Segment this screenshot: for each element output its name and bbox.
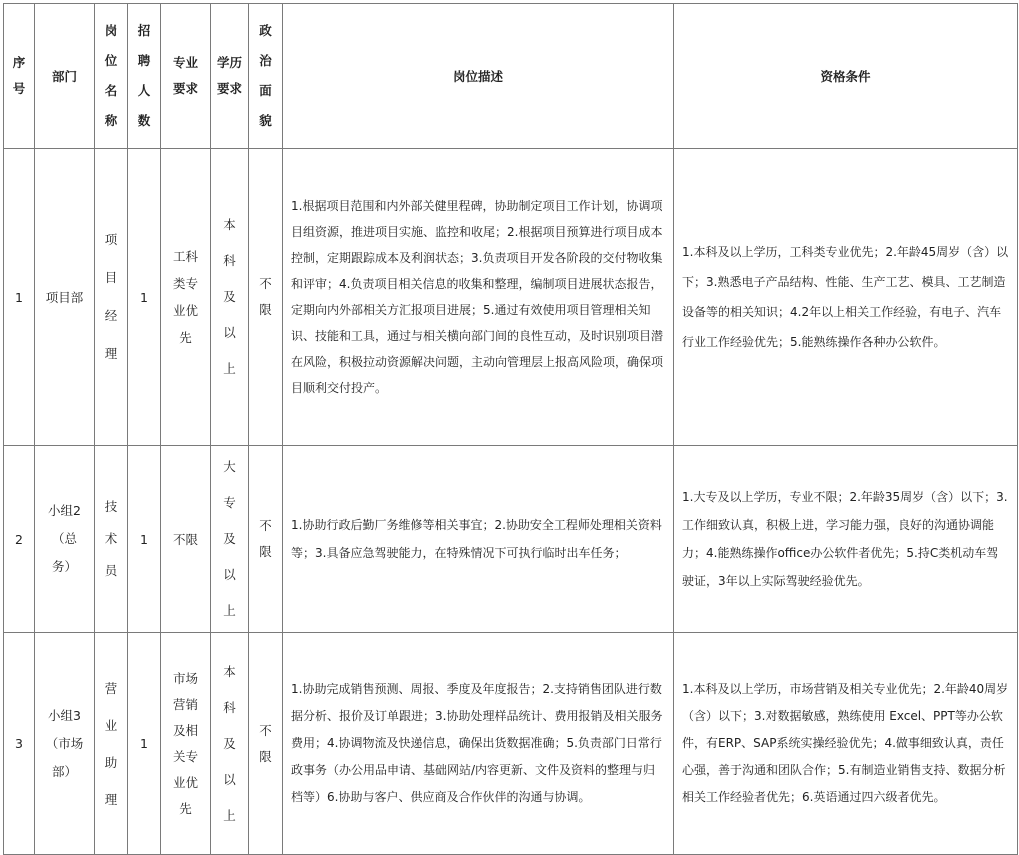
cell-major: 工科类专业优先: [161, 149, 211, 446]
header-edu: 学历要求: [211, 4, 249, 149]
header-desc: 岗位描述: [283, 4, 674, 149]
cell-political: 不限: [249, 149, 283, 446]
cell-desc: 1.根据项目范围和内外部关健里程碑，协助制定项目工作计划，协调项目组资源，推进项目实施、监控和收尾；2.根据项目预算进行项目成本控制，定期跟踪成本及利润状态；3.负责项目开发各阶段的交付物收集和评审；4.负责项目相关信息的收集和整理，编制项目进展状态报告，定期向内外部相关方汇报项目进展；5.通过有效使用项目管理相关知识、技能和工具，通过与相关横向部门间的良性互动，及时识别项目潜在风险，积极拉动资源解决问题，主动向管理层上报高风险项，确保项目顺利交付投产。: [283, 149, 674, 446]
cell-desc: 1.协助完成销售预测、周报、季度及年度报告；2.支持销售团队进行数据分析、报价及订单跟进；3.协助处理样品统计、费用报销及相关服务费用；4.协调物流及快递信息，确保出货数据准确；5.负责部门日常行政事务（办公用品申请、基础网站/内容更新、文件及资料的整理与归档等）6.协助与客户、供应商及合作伙伴的沟通与协调。: [283, 633, 674, 855]
cell-qual: 1.大专及以上学历，专业不限；2.年龄35周岁（含）以下；3.工作细致认真，积极上进，学习能力强，良好的沟通协调能力；4.能熟练操作office办公软件者优先；5.持C类机动车驾驶证，3年以上实际驾驶经验优先。: [674, 446, 1018, 633]
cell-qual: 1.本科及以上学历，市场营销及相关专业优先；2.年龄40周岁（含）以下；3.对数据敏感，熟练使用 Excel、PPT等办公软件，有ERP、SAP系统实操经验优先；4.做事细致认真，责任心强，善于沟通和团队合作；5.有制造业销售支持、数据分析相关工作经验者优先；6.英语通过四六级者优先。: [674, 633, 1018, 855]
cell-qual: 1.本科及以上学历，工科类专业优先；2.年龄45周岁（含）以下；3.熟悉电子产品结构、性能、生产工艺、模具、工艺制造设备等的相关知识；4.2年以上相关工作经验，有电子、汽车行业工作经验优先；5.能熟练操作各种办公软件。: [674, 149, 1018, 446]
cell-seq: 2: [4, 446, 35, 633]
cell-count: 1: [128, 446, 161, 633]
cell-political: 不限: [249, 446, 283, 633]
cell-edu: 本科及以上: [211, 633, 249, 855]
cell-political: 不限: [249, 633, 283, 855]
cell-seq: 1: [4, 149, 35, 446]
cell-dept: 项目部: [35, 149, 95, 446]
cell-position: 营业助理: [95, 633, 128, 855]
header-major: 专业要求: [161, 4, 211, 149]
cell-position: 项目经理: [95, 149, 128, 446]
cell-position: 技术员: [95, 446, 128, 633]
cell-seq: 3: [4, 633, 35, 855]
cell-dept: 小组2（总务）: [35, 446, 95, 633]
cell-edu: 本科及以上: [211, 149, 249, 446]
header-qual: 资格条件: [674, 4, 1018, 149]
header-row: [4, 4, 1018, 149]
cell-dept: 小组3（市场部）: [35, 633, 95, 855]
table-row: [4, 149, 1018, 446]
cell-major: 市场营销及相关专业优先: [161, 633, 211, 855]
table-row: [4, 633, 1018, 855]
cell-count: 1: [128, 633, 161, 855]
header-political: 政治面貌: [249, 4, 283, 149]
table-row: [4, 446, 1018, 633]
cell-edu: 大专及以上: [211, 446, 249, 633]
header-dept: 部门: [35, 4, 95, 149]
header-seq: 序号: [4, 4, 35, 149]
cell-desc: 1.协助行政后勤厂务维修等相关事宜；2.协助安全工程师处理相关资料等；3.具备应急驾驶能力，在特殊情况下可执行临时出车任务；: [283, 446, 674, 633]
cell-major: 不限: [161, 446, 211, 633]
cell-count: 1: [128, 149, 161, 446]
header-count: 招聘人数: [128, 4, 161, 149]
header-position: 岗位名称: [95, 4, 128, 149]
recruitment-table: [3, 3, 1018, 855]
